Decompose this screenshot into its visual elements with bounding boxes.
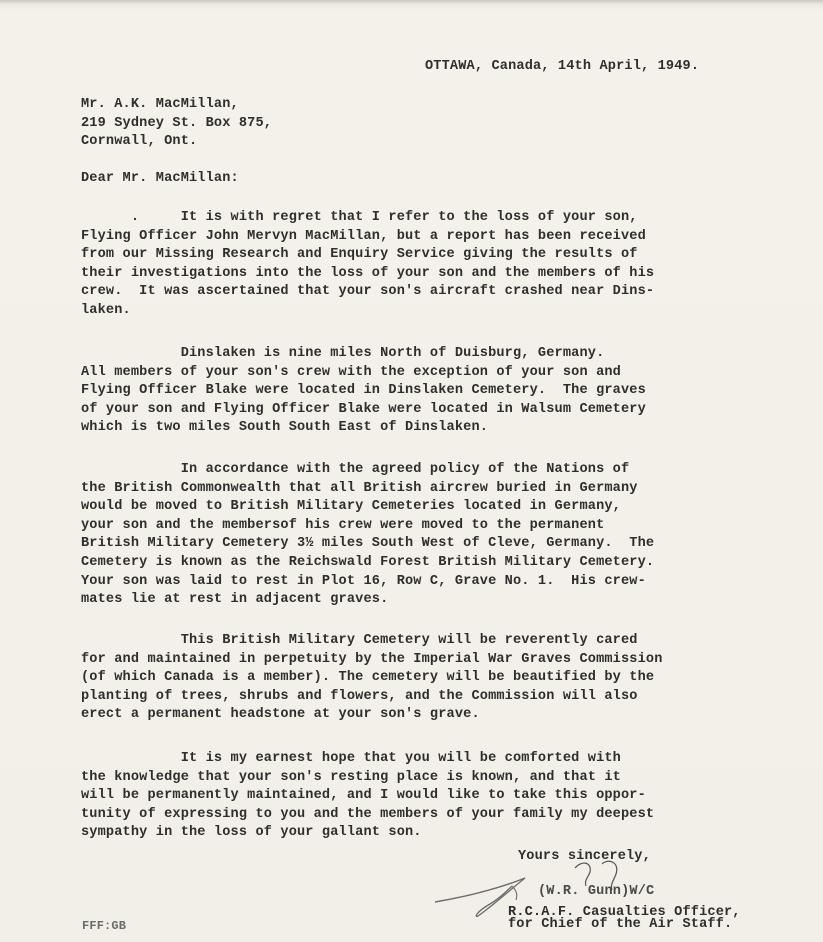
paragraph-line: your son and the membersof his crew were moved to the permanent [81,517,605,533]
signatory-subtitle: for Chief of the Air Staff. [508,917,733,932]
paragraph-line: for and maintained in perpetuity by the Imperial War Graves Commission [81,651,663,667]
reference-initials: FFF:GB [82,919,127,933]
recipient-street: 219 Sydney St. Box 875, [81,115,273,131]
closing: Yours sincerely, [518,849,651,864]
paragraph-line: from our Missing Research and Enquiry Service giving the results of [81,247,638,263]
dateline: OTTAWA, Canada, 14th April, 1949. [425,59,700,74]
paragraph-line: tunity of expressing to you and the members of your family my deepest [81,806,655,822]
paragraph-4 [81,632,663,725]
paragraph-line: the knowledge that your son's resting place is known, and that it [81,769,621,785]
paragraph-3 [81,461,654,610]
paragraph-line: planting of trees, shrubs and flowers, and the Commission will also [81,688,638,704]
paragraph-line: the British Commonwealth that all British aircrew buried in Germany [81,480,638,496]
paragraph-line: crew. It was ascertained that your son's aircraft crashed near Dins- [81,284,655,300]
paragraph-line: It is my earnest hope that you will be comforted with [81,751,621,766]
paragraph-1 [81,209,654,321]
paragraph-line: Dinslaken is nine miles North of Duisburg, Germany. [81,346,605,361]
paragraph-line: sympathy in the loss of your gallant son. [81,825,422,841]
paragraph-line: their investigations into the loss of your son and the members of his [81,265,655,281]
salutation: Dear Mr. MacMillan: [81,171,239,186]
paragraph-line: will be permanently maintained, and I would like to take this oppor- [81,788,646,804]
paragraph-line: of your son and Flying Officer Blake were located in Walsum Cemetery [81,401,646,417]
paragraph-line: would be moved to British Military Cemeteries located in Germany, [81,499,621,515]
paragraph-line: Flying Officer John Mervyn MacMillan, but a report has been received [81,228,646,244]
recipient-address [81,96,272,152]
paragraph-5 [81,750,654,843]
paragraph-line: All members of your son's crew with the exception of your son and [81,364,621,380]
paragraph-2 [81,345,646,438]
paragraph-line: This British Military Cemetery will be reverently cared [81,633,638,648]
paragraph-line: Flying Officer Blake were located in Dinslaken Cemetery. The graves [81,383,646,399]
signatory-name: (W.R. Gunn)W/C [538,884,655,899]
paragraph-line: laken. [81,302,131,318]
recipient-city: Cornwall, Ont. [81,134,198,150]
paragraph-line: Cemetery is known as the Reichswald Forest British Military Cemetery. [81,554,655,570]
paragraph-line: (of which Canada is a member). The cemetery will be beautified by the [81,670,655,686]
paragraph-line: mates lie at rest in adjacent graves. [81,592,389,608]
signatory-title: R.C.A.F. Casualties Officer, [508,905,741,920]
recipient-name: Mr. A.K. MacMillan, [81,97,239,112]
paragraph-line: In accordance with the agreed policy of the Nations of [81,462,630,477]
paragraph-line: which is two miles South South East of Dinslaken. [81,420,489,436]
paragraph-line: . It is with regret that I refer to the loss of your son, [81,210,638,225]
paragraph-line: Your son was laid to rest in Plot 16, Row C, Grave No. 1. His crew- [81,573,646,589]
paragraph-line: British Military Cemetery 3½ miles South West of Cleve, Germany. The [81,536,655,552]
paragraph-line: erect a permanent headstone at your son's grave. [81,707,480,723]
